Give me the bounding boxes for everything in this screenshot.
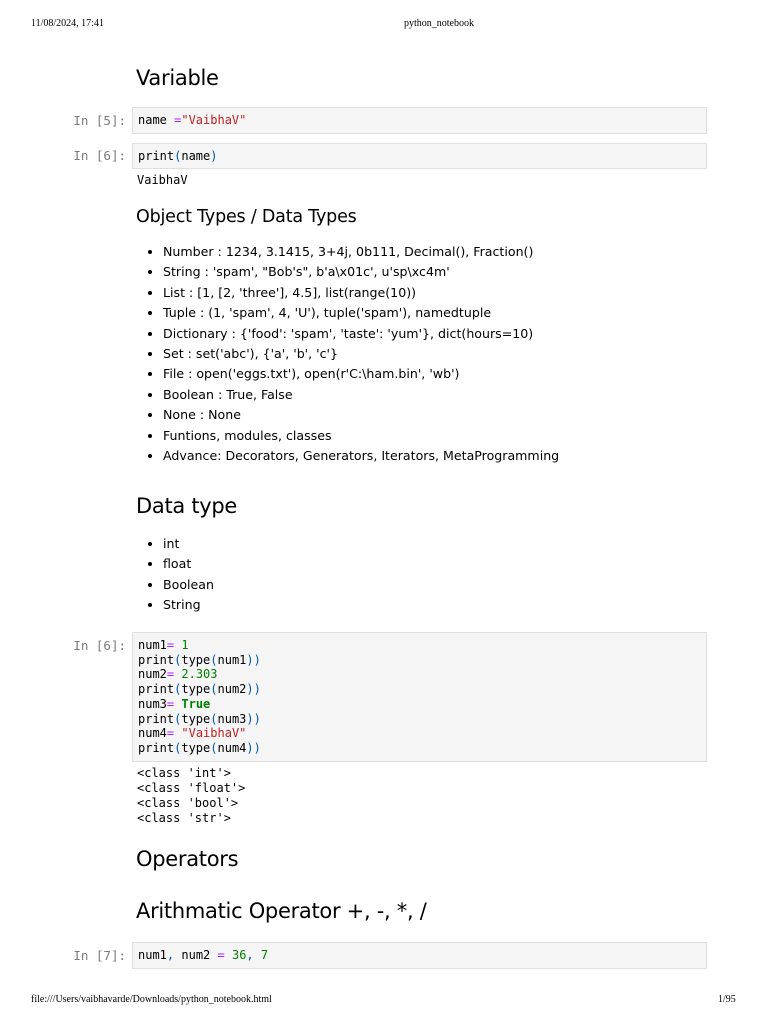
code-token: (	[174, 711, 182, 726]
code-cell[interactable]	[132, 143, 707, 169]
code-line	[138, 682, 701, 697]
code-token: (	[174, 149, 182, 163]
heading-data-type: Data type	[136, 494, 238, 518]
code-token: ))	[246, 711, 261, 726]
code-token: type	[181, 740, 211, 755]
list-item: • String	[163, 595, 214, 615]
code-token	[254, 948, 261, 962]
print-file-path[interactable]: file:///Users/vaibhavarde/Downloads/python_notebook.html	[31, 994, 272, 1005]
list-item: • Funtions, modules, classes	[163, 426, 559, 446]
code-token: (	[174, 652, 182, 667]
code-token: )	[210, 149, 218, 163]
code-token: True	[181, 696, 211, 711]
code-token: =	[174, 113, 182, 127]
code-token: num1	[217, 652, 247, 667]
cell-prompt: In [7]:	[73, 948, 126, 963]
code-token: print	[138, 711, 175, 726]
code-line	[138, 712, 701, 727]
code-token: ))	[246, 682, 261, 697]
list-item: • Number : 1234, 3.1415, 3+4j, 0b111, Decimal(), Fraction()	[163, 242, 559, 262]
list-item: • Boolean	[163, 575, 214, 595]
code-token: num2	[174, 948, 218, 962]
code-line	[138, 697, 701, 712]
code-token: name	[181, 149, 211, 163]
code-token: (	[174, 682, 182, 697]
code-token: type	[181, 682, 211, 697]
output-line: <class 'bool'>	[137, 795, 239, 810]
code-token: "VaibhaV"	[181, 726, 247, 741]
code-token: (	[174, 740, 182, 755]
code-token: 7	[260, 948, 269, 962]
heading-object-types: Object Types / Data Types	[136, 207, 357, 227]
code-token: (	[210, 652, 218, 667]
list-item: • File : open('eggs.txt'), open(r'C:\ham.bin', 'wb')	[163, 364, 559, 384]
code-token: print	[138, 740, 175, 755]
code-token: (	[210, 740, 218, 755]
list-item: • Boolean : True, False	[163, 385, 559, 405]
code-token: print	[138, 149, 175, 163]
list-item: • None : None	[163, 405, 559, 425]
code-token: num3	[217, 711, 247, 726]
code-token: ,	[166, 948, 175, 962]
code-token: "VaibhaV"	[181, 113, 247, 127]
code-token: =	[217, 948, 225, 962]
print-datetime: 11/08/2024, 17:41	[31, 18, 104, 29]
cell-output: VaibhaV	[137, 173, 188, 187]
code-token: 2.303	[181, 667, 218, 682]
code-token: =	[166, 696, 175, 711]
object-types-list	[135, 242, 559, 466]
heading-arithmetic: Arithmatic Operator +, -, *, /	[136, 899, 427, 923]
code-cell[interactable]	[132, 942, 707, 969]
code-cell[interactable]	[132, 107, 707, 134]
output-line: <class 'int'>	[137, 766, 231, 780]
code-line	[138, 638, 701, 653]
code-token: 36	[231, 948, 247, 962]
code-token: ))	[246, 740, 261, 755]
list-item: • String : 'spam', "Bob's", b'a\x01c', u'sp\xc4m'	[163, 262, 559, 282]
code-line	[138, 741, 701, 756]
list-item: • List : [1, [2, 'three'], 4.5], list(range(10))	[163, 283, 559, 303]
output-line: <class 'str'>	[137, 810, 231, 825]
code-token: num4	[138, 726, 167, 741]
code-line	[138, 726, 701, 741]
code-token: print	[138, 682, 175, 697]
code-token: =	[166, 726, 175, 741]
code-token: num1	[138, 638, 167, 652]
cell-prompt: In [6]:	[73, 148, 126, 163]
code-token: ,	[246, 948, 254, 962]
cell-prompt: In [6]:	[73, 638, 126, 653]
code-line	[138, 667, 701, 682]
list-item: • Set : set('abc'), {'a', 'b', 'c'}	[163, 344, 559, 364]
code-token: num2	[138, 667, 167, 682]
code-token: name	[138, 113, 175, 127]
code-token: num3	[138, 696, 167, 711]
cell-prompt: In [5]:	[73, 113, 126, 128]
code-token: num1	[138, 948, 167, 962]
code-token: =	[166, 638, 175, 652]
list-item: • Tuple : (1, 'spam', 4, 'U'), tuple('spam'), namedtuple	[163, 303, 559, 323]
heading-variable: Variable	[136, 66, 219, 90]
code-token: num4	[217, 740, 247, 755]
code-token: ))	[246, 652, 261, 667]
list-item: • float	[163, 554, 214, 574]
print-page-number: 1/95	[718, 994, 736, 1005]
code-token: =	[166, 667, 175, 682]
heading-operators: Operators	[136, 847, 239, 871]
data-type-list	[135, 534, 214, 616]
code-line	[138, 653, 701, 668]
list-item: • Dictionary : {'food': 'spam', 'taste': 'yum'}, dict(hours=10)	[163, 324, 559, 344]
code-token: type	[181, 711, 211, 726]
code-cell[interactable]	[132, 632, 707, 762]
list-item: • Advance: Decorators, Generators, Iterators, MetaProgramming	[163, 446, 559, 466]
code-token: print	[138, 652, 175, 667]
code-token: num2	[217, 682, 247, 697]
code-token: 1	[181, 638, 189, 652]
code-token	[225, 948, 232, 962]
print-title: python_notebook	[404, 18, 474, 29]
list-item: • int	[163, 534, 214, 554]
cell-output	[137, 766, 245, 826]
code-token: (	[210, 711, 218, 726]
output-line: <class 'float'>	[137, 780, 246, 795]
code-token: (	[210, 682, 218, 697]
code-token: type	[181, 652, 211, 667]
